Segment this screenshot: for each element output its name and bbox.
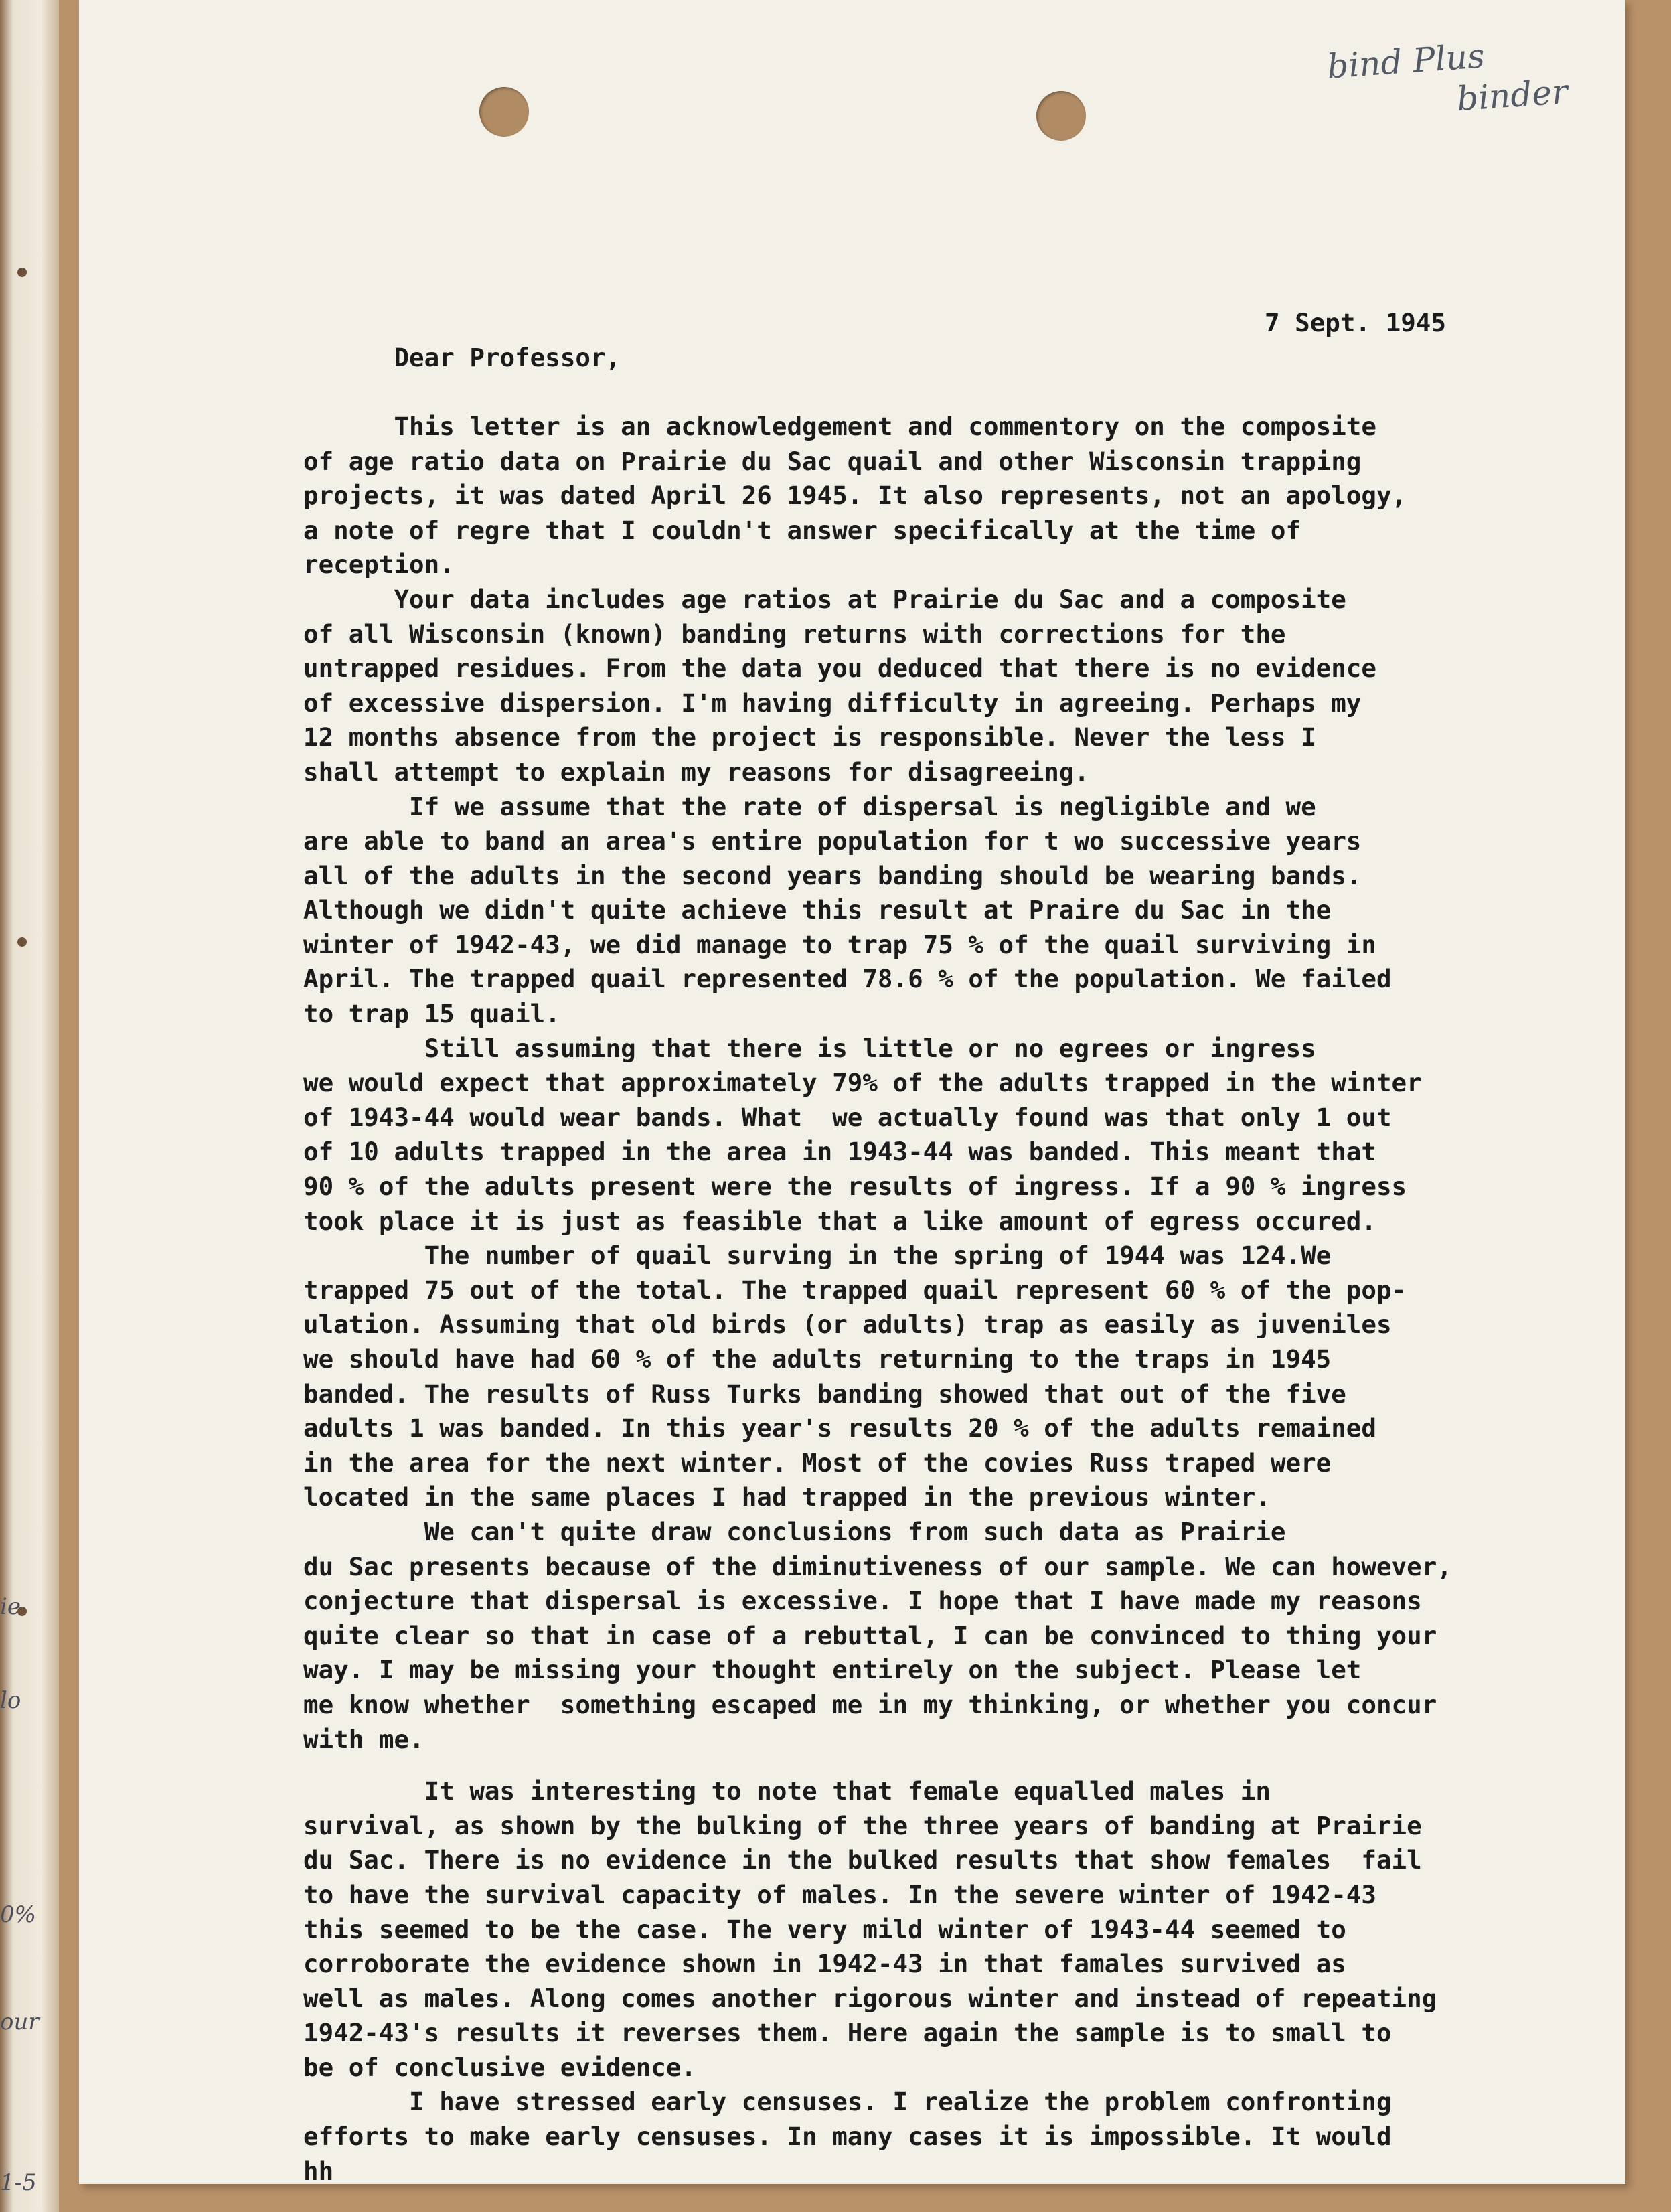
letter-line: of all Wisconsin (known) banding returns with corrections for the <box>303 619 1286 649</box>
letter-line: took place it is just as feasible that a like amount of egress occured. <box>303 1206 1376 1236</box>
letter-lines <box>303 410 1636 2186</box>
letter-line: me know whether something escaped me in my thinking, or whether you concur <box>303 1689 1437 1719</box>
letter-body <box>303 237 1636 2186</box>
letter-line: of excessive dispersion. I'm having difficulty in agreeing. Perhaps my <box>303 688 1362 718</box>
letter-line: Still assuming that there is little or no egrees or ingress <box>303 1033 1316 1063</box>
letter-line: are able to band an area's entire population for t wo successive years <box>303 826 1362 856</box>
letter-line: Although we didn't quite achieve this result at Praire du Sac in the <box>303 895 1332 925</box>
letter-line: in the area for the next winter. Most of the covies Russ traped were <box>303 1447 1332 1478</box>
letter-line: survival, as shown by the bulking of the three years of banding at Prairie <box>303 1810 1422 1840</box>
letter-line: If we assume that the rate of dispersal is negligible and we <box>303 791 1316 821</box>
letter-line: 12 months absence from the project is responsible. Never the less I <box>303 722 1316 753</box>
letter-line: of age ratio data on Prairie du Sac quail and other Wisconsin trapping <box>303 446 1362 476</box>
letter-line: hh <box>303 2156 334 2186</box>
letter-line: 90 % of the adults present were the results of ingress. If a 90 % ingress <box>303 1172 1407 1202</box>
margin-note: lo <box>0 1687 21 1714</box>
letter-header <box>303 306 1636 372</box>
letter-line: of 10 adults trapped in the area in 1943-44 was banded. This meant that <box>303 1137 1376 1167</box>
letter-line: projects, it was dated April 26 1945. It also represents, not an apology, <box>303 481 1407 511</box>
letter-line: adults 1 was banded. In this year's results 20 % of the adults remained <box>303 1413 1376 1443</box>
letter-line: corroborate the evidence shown in 1942-43 in that famales survived as <box>303 1949 1346 1979</box>
letter-line: 1942-43's results it reverses them. Here again the sample is to small to <box>303 2018 1392 2048</box>
letter-page <box>79 0 1625 2184</box>
letter-line: Your data includes age ratios at Prairie du Sac and a composite <box>303 584 1346 614</box>
letter-line: well as males. Along comes another rigorous winter and instead of repeating <box>303 1983 1437 2013</box>
letter-line: this seemed to be the case. The very mild winter of 1943-44 seemed to <box>303 1914 1346 1944</box>
salutation: Dear Professor, <box>394 342 621 372</box>
letter-line: all of the adults in the second years banding should be wearing bands. <box>303 860 1362 890</box>
letter-line: conjecture that dispersal is excessive. I hope that I have made my reasons <box>303 1586 1422 1616</box>
letter-line <box>303 1757 1636 1774</box>
letter-line: du Sac presents because of the diminutiveness of our sample. We can however, <box>303 1551 1452 1581</box>
letter-date: 7 Sept. 1945 <box>1265 308 1446 338</box>
letter-line: with me. <box>303 1724 424 1754</box>
letter-line: way. I may be missing your thought entirely on the subject. Please let <box>303 1655 1362 1685</box>
letter-line: we would expect that approximately 79% of the adults trapped in the winter <box>303 1068 1422 1098</box>
punch-hole <box>479 87 529 137</box>
binder-ring <box>17 937 27 947</box>
margin-note: 1-5 <box>0 2169 37 2196</box>
letter-line: of 1943-44 would wear bands. What we actually found was that only 1 out <box>303 1102 1392 1132</box>
binder-ring <box>17 268 27 277</box>
letter-line: efforts to make early censuses. In many cases it is impossible. It would <box>303 2122 1392 2152</box>
letter-line: This letter is an acknowledgement and commentory on the composite <box>303 411 1376 441</box>
letter-line: be of conclusive evidence. <box>303 2052 696 2082</box>
letter-line: ulation. Assuming that old birds (or adults) trap as easily as juveniles <box>303 1310 1392 1340</box>
letter-line: we should have had 60 % of the adults returning to the traps in 1945 <box>303 1344 1332 1374</box>
handwritten-note: bind Plus binder <box>1326 36 1569 119</box>
letter-line: trapped 75 out of the total. The trapped quail represent 60 % of the pop- <box>303 1275 1407 1305</box>
letter-line: a note of regre that I couldn't answer specifically at the time of <box>303 515 1301 545</box>
letter-line: located in the same places I had trapped in the previous winter. <box>303 1482 1271 1512</box>
letter-line: untrapped residues. From the data you deduced that there is no evidence <box>303 653 1376 684</box>
letter-line: banded. The results of Russ Turks banding showed that out of the five <box>303 1378 1346 1409</box>
letter-line: reception. <box>303 550 455 580</box>
margin-note: ie <box>0 1593 21 1620</box>
letter-line: winter of 1942-43, we did manage to trap 75 % of the quail surviving in <box>303 929 1376 959</box>
letter-line: quite clear so that in case of a rebuttal, I can be convinced to thing your <box>303 1620 1437 1650</box>
letter-line: April. The trapped quail represented 78.6 % of the population. We failed <box>303 964 1392 994</box>
binder-spine <box>0 0 59 2212</box>
letter-line: The number of quail surving in the spring of 1944 was 124.We <box>303 1241 1332 1271</box>
letter-line: I have stressed early censuses. I realize the problem confronting <box>303 2087 1392 2117</box>
margin-note: our <box>0 2008 39 2035</box>
letter-line: to trap 15 quail. <box>303 999 560 1029</box>
margin-note: 0% <box>0 1901 36 1928</box>
punch-hole <box>1036 91 1086 141</box>
letter-line: du Sac. There is no evidence in the bulked results that show females fail <box>303 1845 1422 1875</box>
letter-line: to have the survival capacity of males. In the severe winter of 1942-43 <box>303 1879 1376 1909</box>
letter-line: shall attempt to explain my reasons for disagreeing. <box>303 757 1089 787</box>
letter-line: It was interesting to note that female equalled males in <box>303 1776 1271 1806</box>
letter-line: We can't quite draw conclusions from such data as Prairie <box>303 1516 1286 1547</box>
